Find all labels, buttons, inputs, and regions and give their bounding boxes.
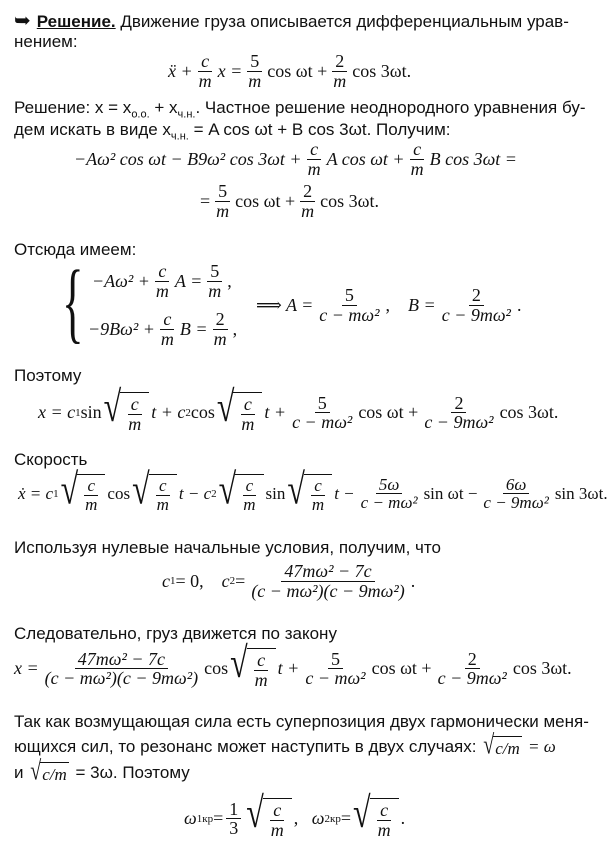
equation-constants: c 1 = 0, c 2 = $\frac{\text{47mω² − 7c}}{\text{(c − mω²)(c − 9mω²)}}$ . [162, 561, 416, 601]
system-result: ⟹ A = $\frac{5}{\text{c − mω²}}$ , B = $\frac{2}{\text{c − 9mω²}}$ . [256, 285, 522, 325]
equation-omega: ω 1кр = $\frac{1}{3}$ √ $\frac{c}{m}$ , ω 2кр = √ $\frac{c}{m}$ . [184, 787, 406, 840]
system-row-1: −Aω² + $\frac{c}{m}$ A = $\frac{5}{m}$ , [92, 261, 232, 301]
solution-label: Решение. [36, 12, 116, 31]
equation-x: x = c 1 sin √ $\frac{c}{m}$ t + c 2 cos √ $\frac{c}{m}$ t + $\frac{5}{\text{c − mω²}}$ cos ωt + $\frac{2}{\text{c − 9mω²}}$ cos 3ωt. [38, 381, 559, 434]
system-brace: { [62, 253, 84, 352]
system-row-2: −9Bω² + $\frac{c}{m}$ B = $\frac{2}{m}$ , [88, 309, 238, 349]
heading-text: Движение груза описывается дифференциальным урав- [115, 12, 569, 31]
equation-law: x = $\frac{\text{47mω² − 7c}}{\text{(c − mω²)(c − 9mω²)}}$ cos √ $\frac{c}{m}$ t + $\frac{5}{\text{c − mω²}}$ cos ωt + $\frac{2}{\text{c − 9mω²}}$ cos 3ωt. [14, 637, 572, 690]
paragraph-solution-2: дем искать в виде $x_{ч.н.} = A$ cos ωt + B cos 3ωt. Получим: [14, 120, 451, 143]
paragraph-since-3: и √ c/m = 3ω. Поэтому [14, 756, 190, 787]
equation-2b: = $\frac{5}{m}$ cos ωt + $\frac{2}{m}$ cos 3ωt. [200, 181, 379, 221]
heading-line-2: нением: [14, 32, 78, 51]
paragraph-velocity: Скорость [14, 450, 88, 469]
equation-velocity: ẋ = c 1 √ $\frac{c}{m}$ cos √ $\frac{c}{m}$ t − c 2 √ $\frac{c}{m}$ sin √ $\frac{c}{m}$ t − $\frac{5\omega}{\text{c − mω²}}$ sin ωt − $\frac{6\omega}{\text{c − 9mω²}}$ sin 3ωt. [18, 464, 608, 514]
paragraph-since-2: ющихся сил, то резонанс может наступить в двух случаях: √ c/m = ω [14, 730, 556, 761]
paragraph-initial: Используя нулевые начальные условия, получим, что [14, 538, 441, 557]
paragraph-hence: Отсюда имеем: [14, 240, 137, 259]
arrow-icon: ➥ [14, 10, 31, 32]
paragraph-since-1: Так как возмущающая сила есть суперпозиция двух гармонически меня- [14, 712, 589, 731]
equation-1: ẍ + $\frac{c}{m}$ x = $\frac{5}{m}$ cos ωt + $\frac{2}{m}$ cos 3ωt. [168, 51, 412, 91]
paragraph-therefore: Поэтому [14, 366, 82, 385]
paragraph-consequently: Следовательно, груз движется по закону [14, 624, 337, 643]
heading-line [14, 8, 569, 33]
paragraph-solution-1: Решение: $x = x_{о.о.} + x_{ч.н.}$. Частное решение неоднородного уравнения бу- [14, 98, 586, 121]
equation-2a: −Aω² cos ωt − B9ω² cos 3ωt + $\frac{c}{m}$ A cos ωt + $\frac{c}{m}$ B cos 3ωt = [74, 139, 517, 179]
